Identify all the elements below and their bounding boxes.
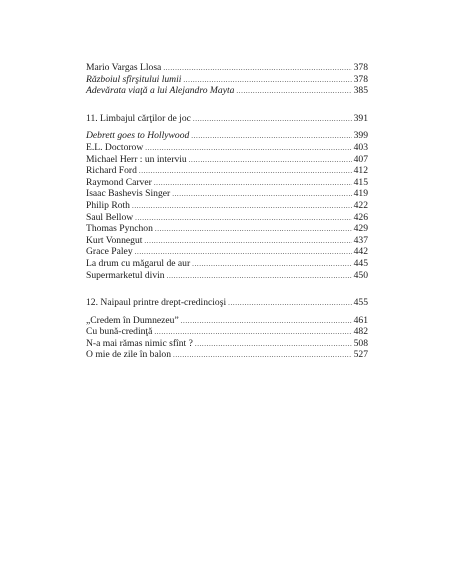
dot-leader [173,350,352,362]
toc-entry-title: Grace Paley [86,246,133,258]
dot-leader [132,201,352,213]
table-of-contents [86,62,368,361]
dot-leader [139,166,352,178]
toc-entry-page: 442 [353,246,368,258]
toc-entry-title: Saul Bellow [86,211,134,223]
toc-entry-page: 378 [353,73,368,85]
toc-entry-title: O mie de zile în balon [86,349,171,361]
toc-entry-title: Richard Ford [86,165,137,177]
toc-entry [86,315,368,327]
toc-entry-title: Debrett goes to Hollywood [86,130,190,142]
toc-chapter-page: 455 [353,297,368,309]
toc-entry-page: 412 [353,165,368,177]
toc-entry-page: 527 [353,349,368,361]
toc-entry-title: Supermarketul divin [86,269,165,281]
toc-entry-page: 482 [353,326,368,338]
toc-section-chapter-12 [86,297,368,361]
toc-entry [86,130,368,142]
toc-entry-title: N-a mai rămas nimic sfînt ? [86,337,193,349]
toc-entry-title: Adevărata viaţă a lui Alejandro Mayta [86,85,235,97]
toc-section-vargas-llosa [86,62,368,97]
toc-entry [86,188,368,200]
toc-entry [86,258,368,270]
toc-entry-page: 399 [353,130,368,142]
toc-entry-title: Mario Vargas Llosa [86,62,162,73]
toc-entry-page: 450 [353,269,368,281]
toc-chapter-heading [86,113,368,125]
toc-entry [86,326,368,338]
toc-entry [86,223,368,235]
toc-entry [86,62,368,74]
toc-entry [86,154,368,166]
toc-entry-title: Michael Herr : un interviu [86,153,187,165]
toc-entry [86,177,368,189]
toc-entry-title: Cu bună-credinţă [86,326,153,338]
toc-entry [86,74,368,86]
toc-chapter-title: 12. Naipaul printre drept-credincioşi [86,297,227,309]
toc-entry-page: 426 [353,211,368,223]
toc-entry [86,349,368,361]
toc-entry-page: 378 [353,62,368,73]
toc-entry-title: Raymond Carver [86,176,152,188]
dot-leader [154,178,352,190]
dot-leader [195,339,352,351]
toc-entry-page: 437 [353,234,368,246]
toc-entry-page: 445 [353,257,368,269]
toc-entry-page: 461 [353,314,368,326]
toc-chapter-page: 391 [353,112,368,124]
dot-leader [236,86,351,98]
toc-entry [86,338,368,350]
toc-chapter-heading [86,297,368,309]
toc-entry [86,270,368,282]
toc-entry-title: Philip Roth [86,199,130,211]
toc-entry-title: E.L. Doctorow [86,141,144,153]
toc-chapter-title: 11. Limbajul cărţilor de joc [86,112,191,124]
toc-section-chapter-11 [86,113,368,281]
toc-entry-page: 508 [353,337,368,349]
toc-entry-page: 415 [353,176,368,188]
toc-entry-title: Kurt Vonnegut [86,234,143,246]
dot-leader [172,189,351,201]
toc-entry-page: 429 [353,223,368,235]
dot-leader [155,224,352,236]
toc-entry-title: La drum cu măgarul de aur [86,257,191,269]
toc-entry [86,235,368,247]
toc-entry [86,142,368,154]
toc-entry [86,200,368,212]
dot-leader [193,114,352,126]
dot-leader [228,298,351,310]
toc-entry-page: 407 [353,153,368,165]
dot-leader [181,316,352,328]
toc-entry-title: „Credem în Dumnezeu” [86,314,179,326]
dot-leader [167,271,352,283]
toc-entry-page: 419 [353,188,368,200]
dot-leader [192,259,351,271]
toc-entry-page: 385 [353,85,368,97]
toc-entry [86,165,368,177]
dot-leader [191,131,351,143]
dot-leader [144,236,351,248]
dot-leader [135,213,351,225]
toc-entry-title: Războiul sfîrşitului lumii [86,73,182,85]
dot-leader [189,155,352,167]
toc-entry-title: Isaac Bashevis Singer [86,188,171,200]
toc-entry [86,246,368,258]
toc-entry [86,85,368,97]
toc-entry-title: Thomas Pynchon [86,223,153,235]
dot-leader [163,63,351,75]
toc-entry-page: 422 [353,199,368,211]
toc-entry [86,212,368,224]
toc-entry-page: 403 [353,141,368,153]
